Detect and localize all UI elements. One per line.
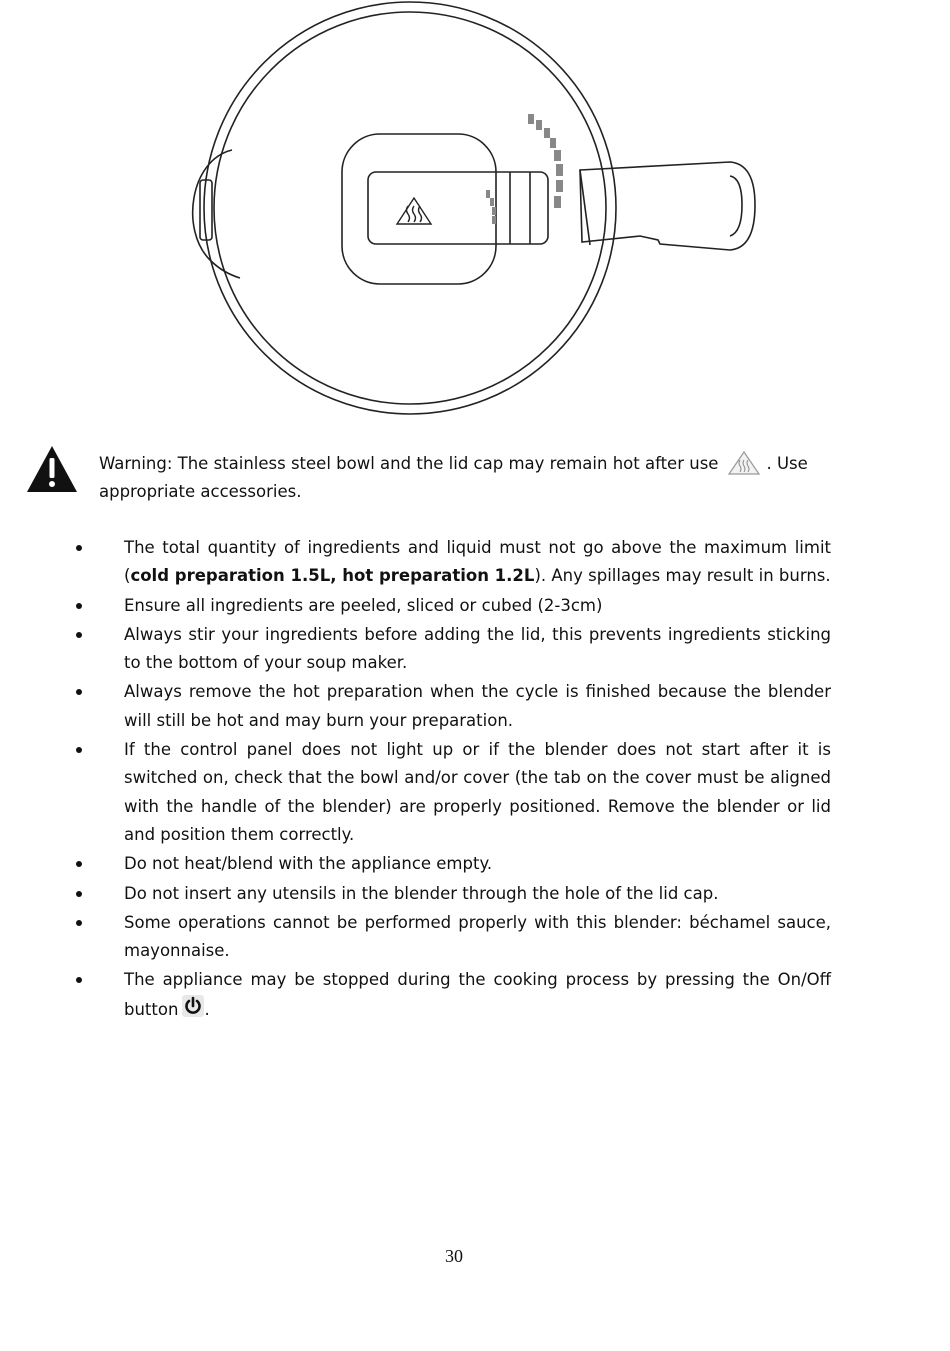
warning-text — [99, 450, 819, 506]
list-item-text: Do not insert any utensils in the blender through the hole of the lid cap. — [124, 883, 719, 903]
list-item-text: Always remove the hot preparation when the cycle is finished because the blender will still be hot and may burn your preparation. — [124, 682, 831, 730]
hot-surface-icon — [397, 198, 431, 224]
list-item-bold-text: cold preparation 1.5L, hot preparation 1.2L — [130, 566, 535, 586]
list-item-text: If the control panel does not light up or if the blender does not start after it is switched on, check that the bowl and/or cover (the tab on the cover must be aligned with the handle of the blender) are properly positioned. Remove the blender or lid and position them correctly. — [124, 740, 831, 844]
page-number: 30 — [445, 1246, 463, 1266]
list-item — [0, 880, 831, 908]
list-item — [0, 736, 831, 849]
bullet-icon — [76, 603, 82, 609]
power-button-icon — [182, 995, 204, 1017]
list-item-text: . — [204, 999, 210, 1019]
bullet-icon — [76, 861, 82, 867]
list-item-text: Always stir your ingredients before adding the lid, this prevents ingredients sticking to the bottom of your soup maker. — [124, 624, 831, 673]
list-item-text: Ensure all ingredients are peeled, sliced or cubed (2-3cm) — [124, 595, 603, 615]
list-item — [0, 621, 831, 678]
warning-triangle-icon — [26, 444, 78, 494]
bullet-icon — [76, 632, 82, 638]
list-item-text: Do not heat/blend with the appliance empty. — [124, 854, 493, 874]
bullet-icon — [76, 920, 82, 926]
list-item-text: The total quantity of ingredients and liquid must not go above the maximum limit ( — [124, 538, 831, 586]
list-item — [0, 534, 831, 591]
bullet-icon — [76, 747, 82, 753]
bullet-icon — [76, 545, 82, 551]
list-item-text: ). Any spillages may result in burns. — [534, 566, 831, 586]
warning-text-after: . Use appropriate accessories. — [99, 454, 808, 501]
list-item-text: Some operations cannot be performed properly with this blender: béchamel sauce, mayonnaise. — [124, 912, 831, 961]
bullet-icon — [76, 689, 82, 695]
list-item-text: The appliance may be stopped during the cooking process by pressing the On/Off button — [124, 970, 831, 1019]
bullet-icon — [76, 977, 82, 983]
warning-text-before: Warning: The stainless steel bowl and the lid cap may remain hot after use — [99, 454, 719, 473]
hot-surface-icon — [728, 451, 760, 475]
instructions-list — [0, 534, 950, 1025]
list-item — [0, 966, 831, 1024]
bullet-icon — [76, 891, 82, 897]
list-item — [0, 850, 831, 878]
soup-maker-top-view-illustration — [170, 0, 770, 415]
list-item — [0, 592, 831, 620]
list-item — [0, 909, 831, 966]
list-item — [0, 678, 831, 735]
